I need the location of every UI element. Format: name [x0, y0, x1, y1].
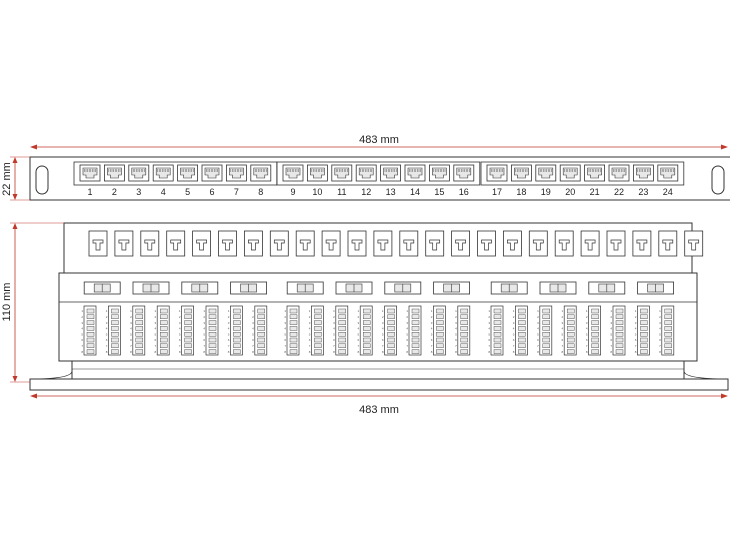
pin-number: 4	[284, 326, 286, 331]
pin-number: 4	[585, 326, 588, 331]
pin-number: 7	[406, 344, 408, 348]
pin-number: 2	[659, 315, 661, 319]
pin-number: 8	[333, 349, 335, 354]
rear-keystone-jack	[659, 231, 677, 256]
pin-number: 5	[381, 332, 384, 337]
pin-number: 4	[512, 326, 515, 331]
pin-number: 5	[252, 332, 254, 337]
rear-keystone-jack	[374, 231, 392, 256]
pin-number: 4	[154, 326, 157, 331]
pin-number: 1	[284, 309, 286, 314]
pin-number: 3	[634, 320, 637, 325]
pin-number: 6	[634, 338, 637, 343]
rear-keystone-jack	[167, 231, 185, 256]
pin-number: 7	[512, 344, 515, 348]
pin-number: 1	[659, 309, 661, 314]
pin-number: 5	[178, 332, 181, 337]
pin-number: 7	[455, 344, 457, 348]
rear-keystone-jack	[89, 231, 107, 256]
pin-number: 2	[203, 315, 205, 319]
pin-number: 8	[610, 349, 612, 354]
pin-number: 8	[659, 349, 661, 354]
pin-number: 1	[512, 309, 515, 314]
pin-number: 7	[381, 344, 384, 348]
pin-number: 4	[455, 326, 457, 331]
pin-number: 1	[634, 309, 637, 314]
pin-number: 6	[381, 338, 384, 343]
rear-keystone-jack	[503, 231, 521, 256]
pin-number: 7	[585, 344, 588, 348]
pin-number: 4	[357, 326, 360, 331]
port-number-label: 8	[258, 187, 264, 197]
pin-number: 6	[130, 338, 132, 343]
pin-number: 2	[406, 315, 408, 319]
pin-number: 3	[203, 320, 205, 325]
pin-number: 2	[105, 315, 108, 319]
pin-number: 8	[130, 349, 132, 354]
pin-number: 1	[406, 309, 408, 314]
pin-number: 6	[252, 338, 254, 343]
pin-number: 5	[203, 332, 205, 337]
pin-number: 7	[154, 344, 157, 348]
pin-number: 1	[488, 309, 490, 314]
pin-number: 6	[333, 338, 335, 343]
pin-number: 7	[308, 344, 311, 348]
port-number-label: 9	[290, 187, 296, 197]
pin-number: 1	[455, 309, 457, 314]
pin-number: 4	[105, 326, 108, 331]
pin-number: 1	[381, 309, 384, 314]
port-number-label: 2	[111, 187, 117, 197]
pin-number: 3	[178, 320, 181, 325]
port-number-label: 11	[337, 187, 347, 197]
pin-number: 5	[659, 332, 661, 337]
pin-number: 2	[537, 315, 539, 319]
top-view	[30, 223, 728, 390]
pin-number: 7	[81, 344, 83, 348]
pin-number: 7	[333, 344, 335, 348]
pin-number: 1	[308, 309, 311, 314]
pin-number: 4	[634, 326, 637, 331]
port-number-label: 24	[662, 187, 673, 197]
port-number-label: 3	[136, 187, 142, 197]
rj45-port	[356, 165, 376, 181]
pin-number: 3	[537, 320, 539, 325]
pin-number: 3	[561, 320, 564, 325]
rj45-port	[80, 165, 100, 181]
pin-number: 1	[357, 309, 360, 314]
pin-number: 4	[227, 326, 230, 331]
pin-number: 5	[81, 332, 83, 337]
jack-latch	[540, 282, 576, 294]
pin-number: 4	[81, 326, 83, 331]
port-number-label: 20	[565, 187, 576, 197]
pin-number: 8	[406, 349, 408, 354]
pin-number: 7	[252, 344, 254, 348]
pin-number: 6	[512, 338, 515, 343]
top-width-dimension	[30, 134, 728, 150]
pin-number: 6	[357, 338, 360, 343]
pin-number: 4	[406, 326, 408, 331]
pin-number: 6	[105, 338, 108, 343]
pin-number: 4	[130, 326, 132, 331]
rj45-port	[307, 165, 327, 181]
pin-number: 7	[130, 344, 132, 348]
pin-number: 1	[537, 309, 539, 314]
rj45-port	[560, 165, 580, 181]
pin-number: 6	[659, 338, 661, 343]
rear-keystone-jack	[115, 231, 133, 256]
rj45-port	[454, 165, 474, 181]
jack-latch	[133, 282, 169, 294]
rj45-port	[487, 165, 507, 181]
rj45-port	[226, 165, 246, 181]
jack-latch	[231, 282, 267, 294]
pin-number: 8	[227, 349, 230, 354]
pin-number: 2	[308, 315, 311, 319]
pin-number: 6	[537, 338, 539, 343]
pin-number: 7	[430, 344, 433, 348]
pin-number: 1	[105, 309, 108, 314]
pin-number: 7	[357, 344, 360, 348]
pin-number: 4	[178, 326, 181, 331]
pin-number: 6	[430, 338, 433, 343]
left-mounting-slot	[36, 166, 48, 194]
pin-number: 5	[406, 332, 408, 337]
pin-number: 2	[81, 315, 83, 319]
pin-number: 5	[610, 332, 612, 337]
rj45-port	[405, 165, 425, 181]
pin-number: 3	[227, 320, 230, 325]
pin-number: 2	[333, 315, 335, 319]
pin-number: 4	[203, 326, 205, 331]
pin-number: 8	[203, 349, 205, 354]
port-number-label: 7	[233, 187, 239, 197]
pin-number: 4	[659, 326, 661, 331]
pin-number: 3	[430, 320, 433, 325]
jack-latch	[182, 282, 218, 294]
pin-number: 2	[252, 315, 254, 319]
pin-number: 2	[381, 315, 384, 319]
jack-latch	[287, 282, 323, 294]
pin-number: 2	[284, 315, 286, 319]
pin-number: 8	[154, 349, 157, 354]
top-height-dimension	[1, 157, 30, 200]
pin-number: 8	[430, 349, 433, 354]
pin-number: 5	[154, 332, 157, 337]
rear-keystone-jack	[219, 231, 237, 256]
pin-number: 4	[488, 326, 490, 331]
pin-number: 3	[406, 320, 408, 325]
pin-number: 5	[512, 332, 515, 337]
port-number-label: 16	[458, 187, 469, 197]
pin-number: 3	[154, 320, 157, 325]
pin-number: 3	[357, 320, 360, 325]
pin-number: 6	[406, 338, 408, 343]
pin-number: 6	[488, 338, 490, 343]
pin-number: 3	[659, 320, 661, 325]
pin-number: 4	[430, 326, 433, 331]
pin-number: 8	[178, 349, 181, 354]
pin-number: 6	[227, 338, 230, 343]
rj45-port	[609, 165, 629, 181]
pin-number: 5	[585, 332, 588, 337]
pin-number: 8	[308, 349, 311, 354]
bottom-width-label: 483 mm	[359, 404, 399, 416]
pin-number: 4	[537, 326, 539, 331]
pin-number: 7	[227, 344, 230, 348]
top-width-label: 483 mm	[359, 134, 399, 146]
pin-number: 8	[585, 349, 588, 354]
rj45-port	[536, 165, 556, 181]
side-height-dimension	[1, 223, 64, 382]
rear-keystone-jack	[633, 231, 651, 256]
pin-number: 3	[512, 320, 515, 325]
pin-number: 5	[105, 332, 108, 337]
pin-number: 2	[585, 315, 588, 319]
rj45-port	[178, 165, 198, 181]
pin-number: 4	[561, 326, 564, 331]
rear-keystone-jack	[193, 231, 211, 256]
rj45-port	[429, 165, 449, 181]
pin-number: 2	[357, 315, 360, 319]
pin-number: 2	[178, 315, 181, 319]
rear-keystone-jack	[141, 231, 159, 256]
pin-number: 8	[634, 349, 637, 354]
side-height-label: 110 mm	[1, 282, 13, 322]
rj45-port	[511, 165, 531, 181]
pin-number: 1	[430, 309, 433, 314]
jack-latch	[84, 282, 120, 294]
right-mounting-slot	[712, 166, 724, 194]
pin-number: 8	[252, 349, 254, 354]
pin-number: 8	[381, 349, 384, 354]
pin-number: 5	[333, 332, 335, 337]
pin-number: 5	[488, 332, 490, 337]
pin-number: 5	[561, 332, 564, 337]
pin-number: 1	[178, 309, 181, 314]
rear-keystone-jack	[400, 231, 418, 256]
pin-number: 3	[610, 320, 612, 325]
jack-latch	[434, 282, 470, 294]
pin-number: 7	[610, 344, 612, 348]
pin-number: 3	[333, 320, 335, 325]
port-number-label: 17	[491, 187, 503, 197]
pin-number: 1	[154, 309, 157, 314]
pin-number: 8	[512, 349, 515, 354]
pin-number: 3	[308, 320, 311, 325]
pin-number: 4	[610, 326, 612, 331]
pin-number: 7	[561, 344, 564, 348]
front-view	[30, 157, 730, 200]
pin-number: 5	[430, 332, 433, 337]
port-number-label: 6	[209, 187, 215, 197]
pin-number: 7	[178, 344, 181, 348]
pin-number: 6	[455, 338, 457, 343]
port-number-label: 15	[434, 187, 445, 197]
rear-keystone-jack	[322, 231, 340, 256]
rj45-port	[332, 165, 352, 181]
pin-number: 5	[227, 332, 230, 337]
pin-number: 7	[203, 344, 205, 348]
rj45-port	[153, 165, 173, 181]
pin-number: 6	[610, 338, 612, 343]
pin-number: 2	[130, 315, 132, 319]
jack-latch	[385, 282, 421, 294]
pin-number: 1	[252, 309, 254, 314]
rear-keystone-jack	[478, 231, 496, 256]
top-height-label: 22 mm	[1, 162, 13, 196]
rj45-port	[633, 165, 653, 181]
pin-number: 5	[308, 332, 311, 337]
rear-keystone-jack	[452, 231, 470, 256]
rj45-port	[585, 165, 605, 181]
rear-keystone-jack	[244, 231, 262, 256]
pin-number: 8	[81, 349, 83, 354]
pin-number: 8	[455, 349, 457, 354]
pin-number: 6	[585, 338, 588, 343]
rj45-port	[129, 165, 149, 181]
pin-number: 6	[284, 338, 286, 343]
pin-number: 2	[610, 315, 612, 319]
pin-number: 4	[308, 326, 311, 331]
rj45-port	[251, 165, 271, 181]
pin-number: 5	[455, 332, 457, 337]
rear-keystone-jack	[296, 231, 314, 256]
pin-number: 2	[430, 315, 433, 319]
port-number-label: 18	[516, 187, 527, 197]
mounting-flange-upper	[72, 361, 684, 379]
pin-number: 3	[105, 320, 108, 325]
port-number-label: 23	[638, 187, 649, 197]
pin-number: 1	[81, 309, 83, 314]
pin-number: 7	[537, 344, 539, 348]
pin-number: 6	[81, 338, 83, 343]
pin-number: 3	[81, 320, 83, 325]
port-number-label: 10	[312, 187, 323, 197]
pin-number: 6	[203, 338, 205, 343]
pin-number: 5	[357, 332, 360, 337]
pin-number: 6	[178, 338, 181, 343]
pin-number: 8	[105, 349, 108, 354]
rear-keystone-jack	[685, 231, 703, 256]
port-number-label: 4	[160, 187, 166, 197]
pin-number: 7	[284, 344, 286, 348]
port-number-label: 5	[185, 187, 191, 197]
pin-number: 2	[634, 315, 637, 319]
port-number-label: 12	[361, 187, 372, 197]
pin-number: 7	[488, 344, 490, 348]
rear-keystone-jack	[270, 231, 288, 256]
pin-number: 2	[154, 315, 157, 319]
jack-latch	[589, 282, 625, 294]
pin-number: 3	[455, 320, 457, 325]
rear-keystone-jack	[426, 231, 444, 256]
rear-keystone-jack	[555, 231, 573, 256]
pin-number: 7	[634, 344, 637, 348]
pin-number: 8	[561, 349, 564, 354]
pin-number: 8	[357, 349, 360, 354]
rear-keystone-jack	[348, 231, 366, 256]
port-number-label: 13	[385, 187, 396, 197]
pin-number: 4	[381, 326, 384, 331]
pin-number: 1	[610, 309, 612, 314]
jack-latch	[491, 282, 527, 294]
pin-number: 3	[488, 320, 490, 325]
pin-number: 1	[561, 309, 564, 314]
pin-number: 8	[284, 349, 286, 354]
rj45-port	[658, 165, 678, 181]
rj45-port	[381, 165, 401, 181]
pin-number: 3	[585, 320, 588, 325]
pin-number: 7	[105, 344, 108, 348]
pin-number: 3	[252, 320, 254, 325]
pin-number: 2	[512, 315, 515, 319]
rear-keystone-jack	[581, 231, 599, 256]
pin-number: 4	[252, 326, 254, 331]
bottom-width-dimension	[30, 394, 728, 417]
rear-keystone-jack	[529, 231, 547, 256]
pin-number: 6	[561, 338, 564, 343]
rj45-port	[202, 165, 222, 181]
port-number-label: 21	[589, 187, 600, 197]
pin-number: 1	[227, 309, 230, 314]
pin-number: 2	[227, 315, 230, 319]
pin-number: 2	[455, 315, 457, 319]
pin-number: 6	[154, 338, 157, 343]
pin-number: 5	[537, 332, 539, 337]
jack-latch	[638, 282, 674, 294]
pin-number: 5	[634, 332, 637, 337]
pin-number: 7	[659, 344, 661, 348]
pin-number: 5	[130, 332, 132, 337]
port-number-label: 22	[613, 187, 625, 197]
rear-keystone-jack	[607, 231, 625, 256]
rj45-port	[104, 165, 124, 181]
pin-number: 3	[130, 320, 132, 325]
pin-number: 3	[284, 320, 286, 325]
pin-number: 3	[381, 320, 384, 325]
pin-number: 1	[203, 309, 205, 314]
pin-number: 1	[585, 309, 588, 314]
port-number-label: 14	[409, 187, 421, 197]
mounting-flange-base	[30, 379, 728, 390]
port-number-label: 19	[540, 187, 551, 197]
pin-number: 2	[561, 315, 564, 319]
pin-number: 8	[488, 349, 490, 354]
port-number-label: 1	[87, 187, 93, 197]
jack-latch	[336, 282, 372, 294]
pin-number: 1	[130, 309, 132, 314]
pin-number: 8	[537, 349, 539, 354]
pin-number: 5	[284, 332, 286, 337]
pin-number: 4	[333, 326, 335, 331]
rj45-port	[283, 165, 303, 181]
pin-number: 1	[333, 309, 335, 314]
pin-number: 2	[488, 315, 490, 319]
pin-number: 6	[308, 338, 311, 343]
